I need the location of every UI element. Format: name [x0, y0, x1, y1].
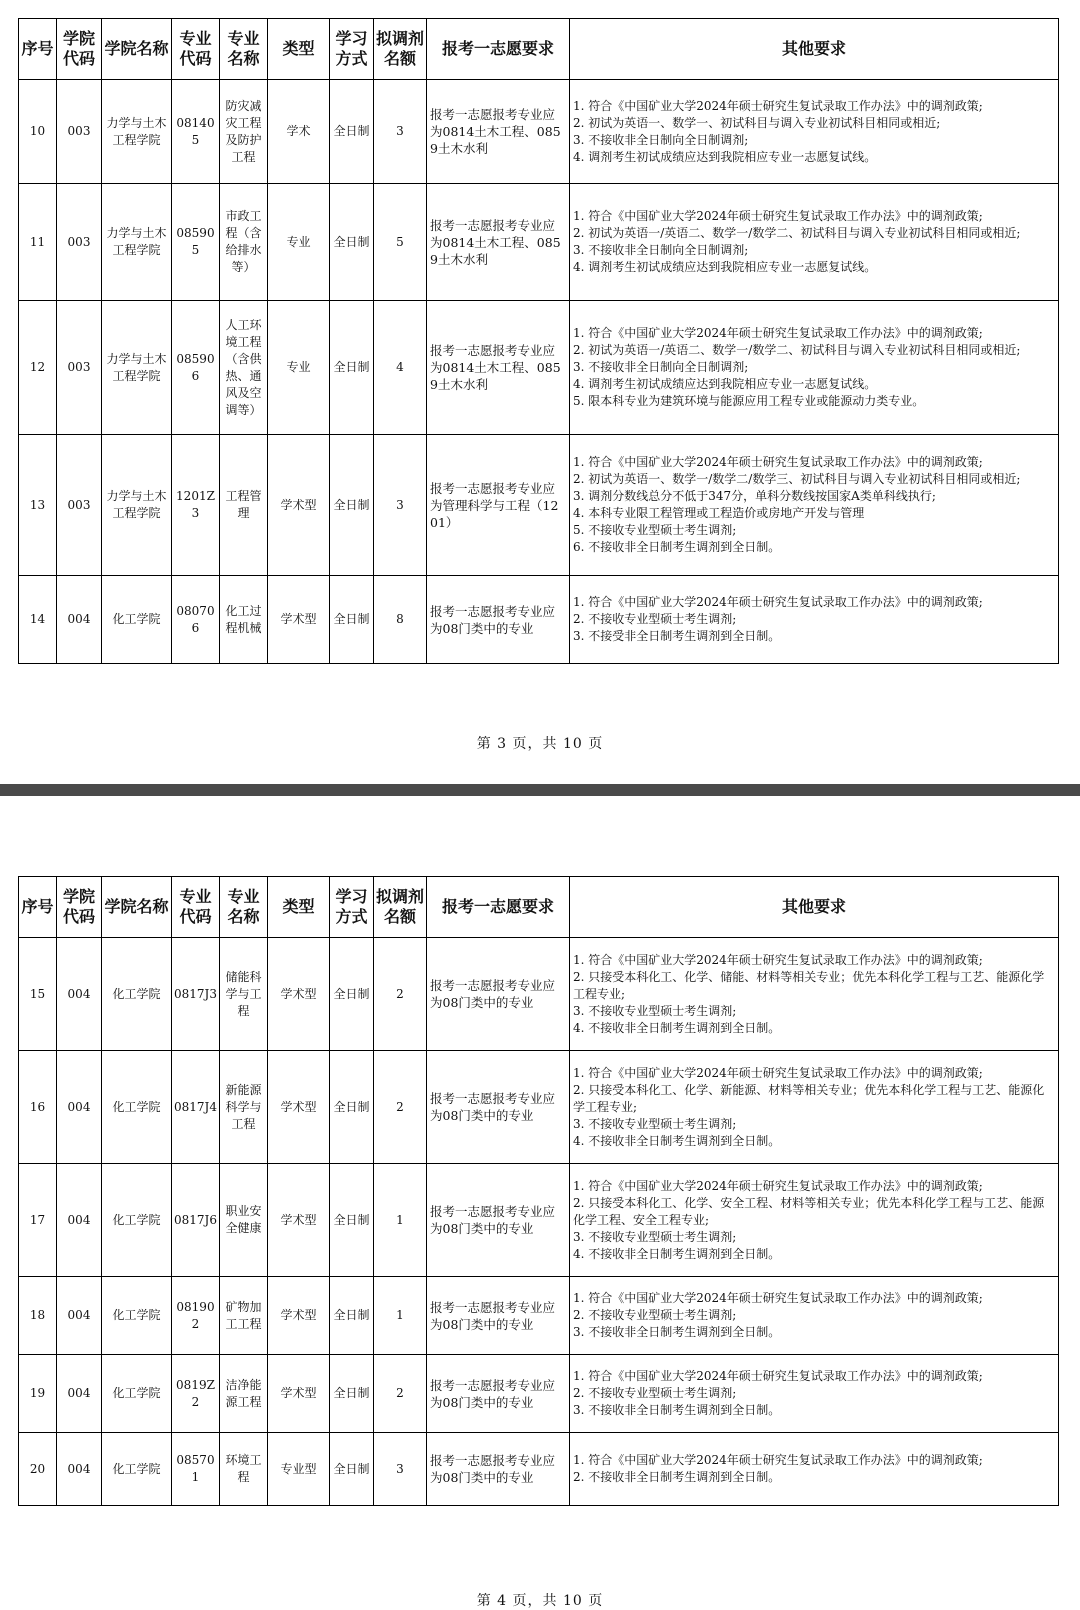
major-code: 080706: [172, 576, 220, 664]
header-cell: 专业名称: [220, 877, 268, 938]
header-cell: 类型: [268, 877, 330, 938]
page-footer: 第 3 页，共 10 页: [476, 736, 604, 752]
header-cell: 报考一志愿要求: [427, 877, 570, 938]
first-choice-requirement: 报考一志愿报考专业应为08门类中的专业: [427, 1433, 570, 1506]
requirement-line: 4. 调剂考生初试成绩应达到我院相应专业一志愿复试线。: [573, 260, 877, 274]
college-name: 力学与土木工程学院: [102, 184, 172, 301]
header-cell: 类型: [268, 19, 330, 80]
requirement-line: 5. 限本科专业为建筑环境与能源应用工程专业或能源动力类专业。: [573, 394, 925, 408]
row-number: 12: [19, 301, 57, 435]
requirement-line: 2. 不接收专业型硕士考生调剂;: [573, 1386, 737, 1400]
study-mode: 全日制: [330, 1164, 374, 1277]
requirement-line: 2. 只接受本科化工、化学、安全工程、材料等相关专业；优先本科化学工程与工艺、能源化学工程、安全工程专业;: [573, 1195, 1045, 1227]
college-code: 004: [57, 1277, 102, 1355]
requirement-line: 2. 初试为英语一/英语二、数学一/数学二、初试科目与调入专业初试科目相同或相近;: [573, 343, 1021, 357]
header-cell: 学院名称: [102, 19, 172, 80]
major-name: 职业安全健康: [220, 1164, 268, 1277]
first-choice-requirement: 报考一志愿报考专业应为0814土木工程、0859土木水利: [427, 80, 570, 184]
other-requirements: [570, 80, 1059, 184]
requirement-line: 3. 不接收专业型硕士考生调剂;: [573, 1116, 737, 1131]
header-cell: 序号: [19, 19, 57, 80]
requirement-line: 3. 不接收专业型硕士考生调剂;: [573, 1003, 737, 1018]
major-code: 081902: [172, 1277, 220, 1355]
table-row: [19, 576, 1059, 664]
degree-type: 学术型: [268, 576, 330, 664]
header-cell: 学院名称: [102, 877, 172, 938]
major-name: 洁净能源工程: [220, 1355, 268, 1433]
major-code: 1201Z3: [172, 435, 220, 576]
study-mode: 全日制: [330, 435, 374, 576]
requirement-line: 4. 调剂考生初试成绩应达到我院相应专业一志愿复试线。: [573, 377, 877, 391]
row-number: 17: [19, 1164, 57, 1277]
requirement-line: 2. 初试为英语一/英语二、数学一/数学二、初试科目与调入专业初试科目相同或相近;: [573, 226, 1021, 240]
other-requirements: [570, 576, 1059, 664]
table-header-row: [19, 877, 1059, 938]
study-mode: 全日制: [330, 1051, 374, 1164]
college-code: 003: [57, 80, 102, 184]
major-name: 人工环境工程（含供热、通风及空调等）: [220, 301, 268, 435]
requirement-line: 1. 符合《中国矿业大学2024年硕士研究生复试录取工作办法》中的调剂政策;: [573, 455, 983, 469]
other-requirements: [570, 1355, 1059, 1433]
row-number: 14: [19, 576, 57, 664]
first-choice-requirement: 报考一志愿报考专业应为0814土木工程、0859土木水利: [427, 301, 570, 435]
study-mode: 全日制: [330, 80, 374, 184]
quota: 3: [374, 435, 427, 576]
other-requirements: [570, 1433, 1059, 1506]
table-header-row: [19, 19, 1059, 80]
major-code: 085701: [172, 1433, 220, 1506]
degree-type: 学术: [268, 80, 330, 184]
requirement-line: 1. 符合《中国矿业大学2024年硕士研究生复试录取工作办法》中的调剂政策;: [573, 1291, 983, 1305]
major-name: 化工过程机械: [220, 576, 268, 664]
quota: 1: [374, 1164, 427, 1277]
college-name: 化工学院: [102, 576, 172, 664]
college-code: 004: [57, 576, 102, 664]
major-code: 085905: [172, 184, 220, 301]
row-number: 10: [19, 80, 57, 184]
quota: 2: [374, 1051, 427, 1164]
header-cell: 学院代码: [57, 877, 102, 938]
row-number: 20: [19, 1433, 57, 1506]
degree-type: 学术型: [268, 1355, 330, 1433]
first-choice-requirement: 报考一志愿报考专业应为08门类中的专业: [427, 938, 570, 1051]
quota: 3: [374, 80, 427, 184]
table-row: [19, 1051, 1059, 1164]
requirement-line: 3. 不接收非全日制向全日制调剂;: [573, 360, 749, 374]
requirement-line: 2. 初试为英语一、数学一、初试科目与调入专业初试科目相同或相近;: [573, 115, 941, 130]
quota: 5: [374, 184, 427, 301]
row-number: 18: [19, 1277, 57, 1355]
table-row: [19, 184, 1059, 301]
header-cell: 序号: [19, 877, 57, 938]
table-row: [19, 80, 1059, 184]
requirement-line: 4. 本科专业限工程管理或工程造价或房地产开发与管理: [573, 506, 865, 520]
degree-type: 专业: [268, 184, 330, 301]
other-requirements: [570, 184, 1059, 301]
college-name: 化工学院: [102, 1355, 172, 1433]
degree-type: 学术型: [268, 1277, 330, 1355]
row-number: 16: [19, 1051, 57, 1164]
table-row: [19, 1433, 1059, 1506]
major-code: 0819Z2: [172, 1355, 220, 1433]
requirement-line: 1. 符合《中国矿业大学2024年硕士研究生复试录取工作办法》中的调剂政策;: [573, 952, 983, 967]
requirement-line: 3. 不接受非全日制考生调剂到全日制。: [573, 629, 781, 643]
header-cell: 报考一志愿要求: [427, 19, 570, 80]
requirement-line: 3. 不接收非全日制向全日制调剂;: [573, 243, 749, 257]
major-code: 085906: [172, 301, 220, 435]
college-name: 化工学院: [102, 1433, 172, 1506]
college-code: 004: [57, 938, 102, 1051]
college-code: 004: [57, 1433, 102, 1506]
degree-type: 专业型: [268, 1433, 330, 1506]
requirement-line: 3. 不接收非全日制考生调剂到全日制。: [573, 1403, 781, 1417]
college-code: 004: [57, 1355, 102, 1433]
requirement-line: 1. 符合《中国矿业大学2024年硕士研究生复试录取工作办法》中的调剂政策;: [573, 1453, 983, 1467]
header-cell: 专业代码: [172, 877, 220, 938]
first-choice-requirement: 报考一志愿报考专业应为0814土木工程、0859土木水利: [427, 184, 570, 301]
header-cell: 专业代码: [172, 19, 220, 80]
quota: 8: [374, 576, 427, 664]
first-choice-requirement: 报考一志愿报考专业应为管理科学与工程（1201）: [427, 435, 570, 576]
degree-type: 学术型: [268, 1164, 330, 1277]
degree-type: 学术型: [268, 938, 330, 1051]
major-name: 工程管理: [220, 435, 268, 576]
requirement-line: 6. 不接收非全日制考生调剂到全日制。: [573, 540, 781, 554]
table-body: [19, 80, 1059, 664]
header-cell: 其他要求: [570, 19, 1059, 80]
quota: 2: [374, 938, 427, 1051]
first-choice-requirement: 报考一志愿报考专业应为08门类中的专业: [427, 1164, 570, 1277]
study-mode: 全日制: [330, 1433, 374, 1506]
college-name: 化工学院: [102, 1277, 172, 1355]
college-code: 003: [57, 184, 102, 301]
row-number: 15: [19, 938, 57, 1051]
adjustment-table: [18, 18, 1059, 664]
other-requirements: [570, 301, 1059, 435]
first-choice-requirement: 报考一志愿报考专业应为08门类中的专业: [427, 1051, 570, 1164]
quota: 1: [374, 1277, 427, 1355]
table-row: [19, 1355, 1059, 1433]
quota: 4: [374, 301, 427, 435]
header-cell: 专业名称: [220, 19, 268, 80]
requirement-line: 4. 不接收非全日制考生调剂到全日制。: [573, 1020, 781, 1035]
other-requirements: [570, 1164, 1059, 1277]
requirement-line: 4. 不接收非全日制考生调剂到全日制。: [573, 1246, 781, 1261]
page-footer: 第 4 页，共 10 页: [476, 1593, 604, 1609]
other-requirements: [570, 435, 1059, 576]
document-page-3: [0, 0, 1080, 784]
requirement-line: 1. 符合《中国矿业大学2024年硕士研究生复试录取工作办法》中的调剂政策;: [573, 1369, 983, 1383]
requirement-line: 2. 只接受本科化工、化学、新能源、材料等相关专业；优先本科化学工程与工艺、能源化学工程专业;: [573, 1082, 1045, 1114]
table-row: [19, 938, 1059, 1051]
major-code: 0817J3: [172, 938, 220, 1051]
row-number: 19: [19, 1355, 57, 1433]
requirement-line: 3. 不接收专业型硕士考生调剂;: [573, 1229, 737, 1244]
header-cell: 学习方式: [330, 19, 374, 80]
study-mode: 全日制: [330, 1355, 374, 1433]
quota: 3: [374, 1433, 427, 1506]
header-cell: 拟调剂名额: [374, 877, 427, 938]
requirement-line: 2. 只接受本科化工、化学、储能、材料等相关专业；优先本科化学工程与工艺、能源化学工程专业;: [573, 969, 1045, 1001]
first-choice-requirement: 报考一志愿报考专业应为08门类中的专业: [427, 1355, 570, 1433]
requirement-line: 1. 符合《中国矿业大学2024年硕士研究生复试录取工作办法》中的调剂政策;: [573, 326, 983, 340]
table-row: [19, 1164, 1059, 1277]
requirement-line: 1. 符合《中国矿业大学2024年硕士研究生复试录取工作办法》中的调剂政策;: [573, 595, 983, 609]
header-cell: 学院代码: [57, 19, 102, 80]
requirement-line: 3. 不接收非全日制向全日制调剂;: [573, 132, 749, 147]
requirement-line: 1. 符合《中国矿业大学2024年硕士研究生复试录取工作办法》中的调剂政策;: [573, 1065, 983, 1080]
study-mode: 全日制: [330, 184, 374, 301]
other-requirements: [570, 1277, 1059, 1355]
requirement-line: 4. 调剂考生初试成绩应达到我院相应专业一志愿复试线。: [573, 149, 877, 164]
requirement-line: 2. 初试为英语一、数学一/数学二/数学三、初试科目与调入专业初试科目相同或相近;: [573, 472, 1021, 486]
quota: 2: [374, 1355, 427, 1433]
college-name: 力学与土木工程学院: [102, 80, 172, 184]
page-separator: [0, 784, 1080, 796]
adjustment-table: [18, 876, 1059, 1506]
requirement-line: 1. 符合《中国矿业大学2024年硕士研究生复试录取工作办法》中的调剂政策;: [573, 1178, 983, 1193]
major-name: 市政工程（含给排水等）: [220, 184, 268, 301]
document-page-4: [0, 796, 1080, 1610]
study-mode: 全日制: [330, 938, 374, 1051]
college-name: 力学与土木工程学院: [102, 435, 172, 576]
other-requirements: [570, 1051, 1059, 1164]
study-mode: 全日制: [330, 301, 374, 435]
degree-type: 学术型: [268, 435, 330, 576]
first-choice-requirement: 报考一志愿报考专业应为08门类中的专业: [427, 576, 570, 664]
requirement-line: 5. 不接收专业型硕士考生调剂;: [573, 523, 737, 537]
college-code: 003: [57, 301, 102, 435]
header-cell: 学习方式: [330, 877, 374, 938]
college-code: 004: [57, 1164, 102, 1277]
requirement-line: 2. 不接收专业型硕士考生调剂;: [573, 1308, 737, 1322]
row-number: 13: [19, 435, 57, 576]
table-row: [19, 1277, 1059, 1355]
header-cell: 拟调剂名额: [374, 19, 427, 80]
major-name: 储能科学与工程: [220, 938, 268, 1051]
requirement-line: 2. 不接收非全日制考生调剂到全日制。: [573, 1470, 781, 1484]
degree-type: 专业: [268, 301, 330, 435]
table-row: [19, 301, 1059, 435]
requirement-line: 1. 符合《中国矿业大学2024年硕士研究生复试录取工作办法》中的调剂政策;: [573, 209, 983, 223]
major-name: 矿物加工工程: [220, 1277, 268, 1355]
study-mode: 全日制: [330, 1277, 374, 1355]
college-name: 力学与土木工程学院: [102, 301, 172, 435]
college-code: 004: [57, 1051, 102, 1164]
major-name: 环境工程: [220, 1433, 268, 1506]
major-name: 防灾减灾工程及防护工程: [220, 80, 268, 184]
requirement-line: 3. 调剂分数线总分不低于347分，单科分数线按国家A类单科线执行;: [573, 489, 936, 503]
college-name: 化工学院: [102, 1164, 172, 1277]
requirement-line: 1. 符合《中国矿业大学2024年硕士研究生复试录取工作办法》中的调剂政策;: [573, 98, 983, 113]
requirement-line: 3. 不接收非全日制考生调剂到全日制。: [573, 1325, 781, 1339]
degree-type: 学术型: [268, 1051, 330, 1164]
college-name: 化工学院: [102, 938, 172, 1051]
requirement-line: 2. 不接收专业型硕士考生调剂;: [573, 612, 737, 626]
first-choice-requirement: 报考一志愿报考专业应为08门类中的专业: [427, 1277, 570, 1355]
major-code: 0817J4: [172, 1051, 220, 1164]
table-body: [19, 938, 1059, 1506]
major-code: 081405: [172, 80, 220, 184]
table-row: [19, 435, 1059, 576]
other-requirements: [570, 938, 1059, 1051]
college-name: 化工学院: [102, 1051, 172, 1164]
major-name: 新能源科学与工程: [220, 1051, 268, 1164]
requirement-line: 4. 不接收非全日制考生调剂到全日制。: [573, 1133, 781, 1148]
header-cell: 其他要求: [570, 877, 1059, 938]
row-number: 11: [19, 184, 57, 301]
college-code: 003: [57, 435, 102, 576]
study-mode: 全日制: [330, 576, 374, 664]
major-code: 0817J6: [172, 1164, 220, 1277]
